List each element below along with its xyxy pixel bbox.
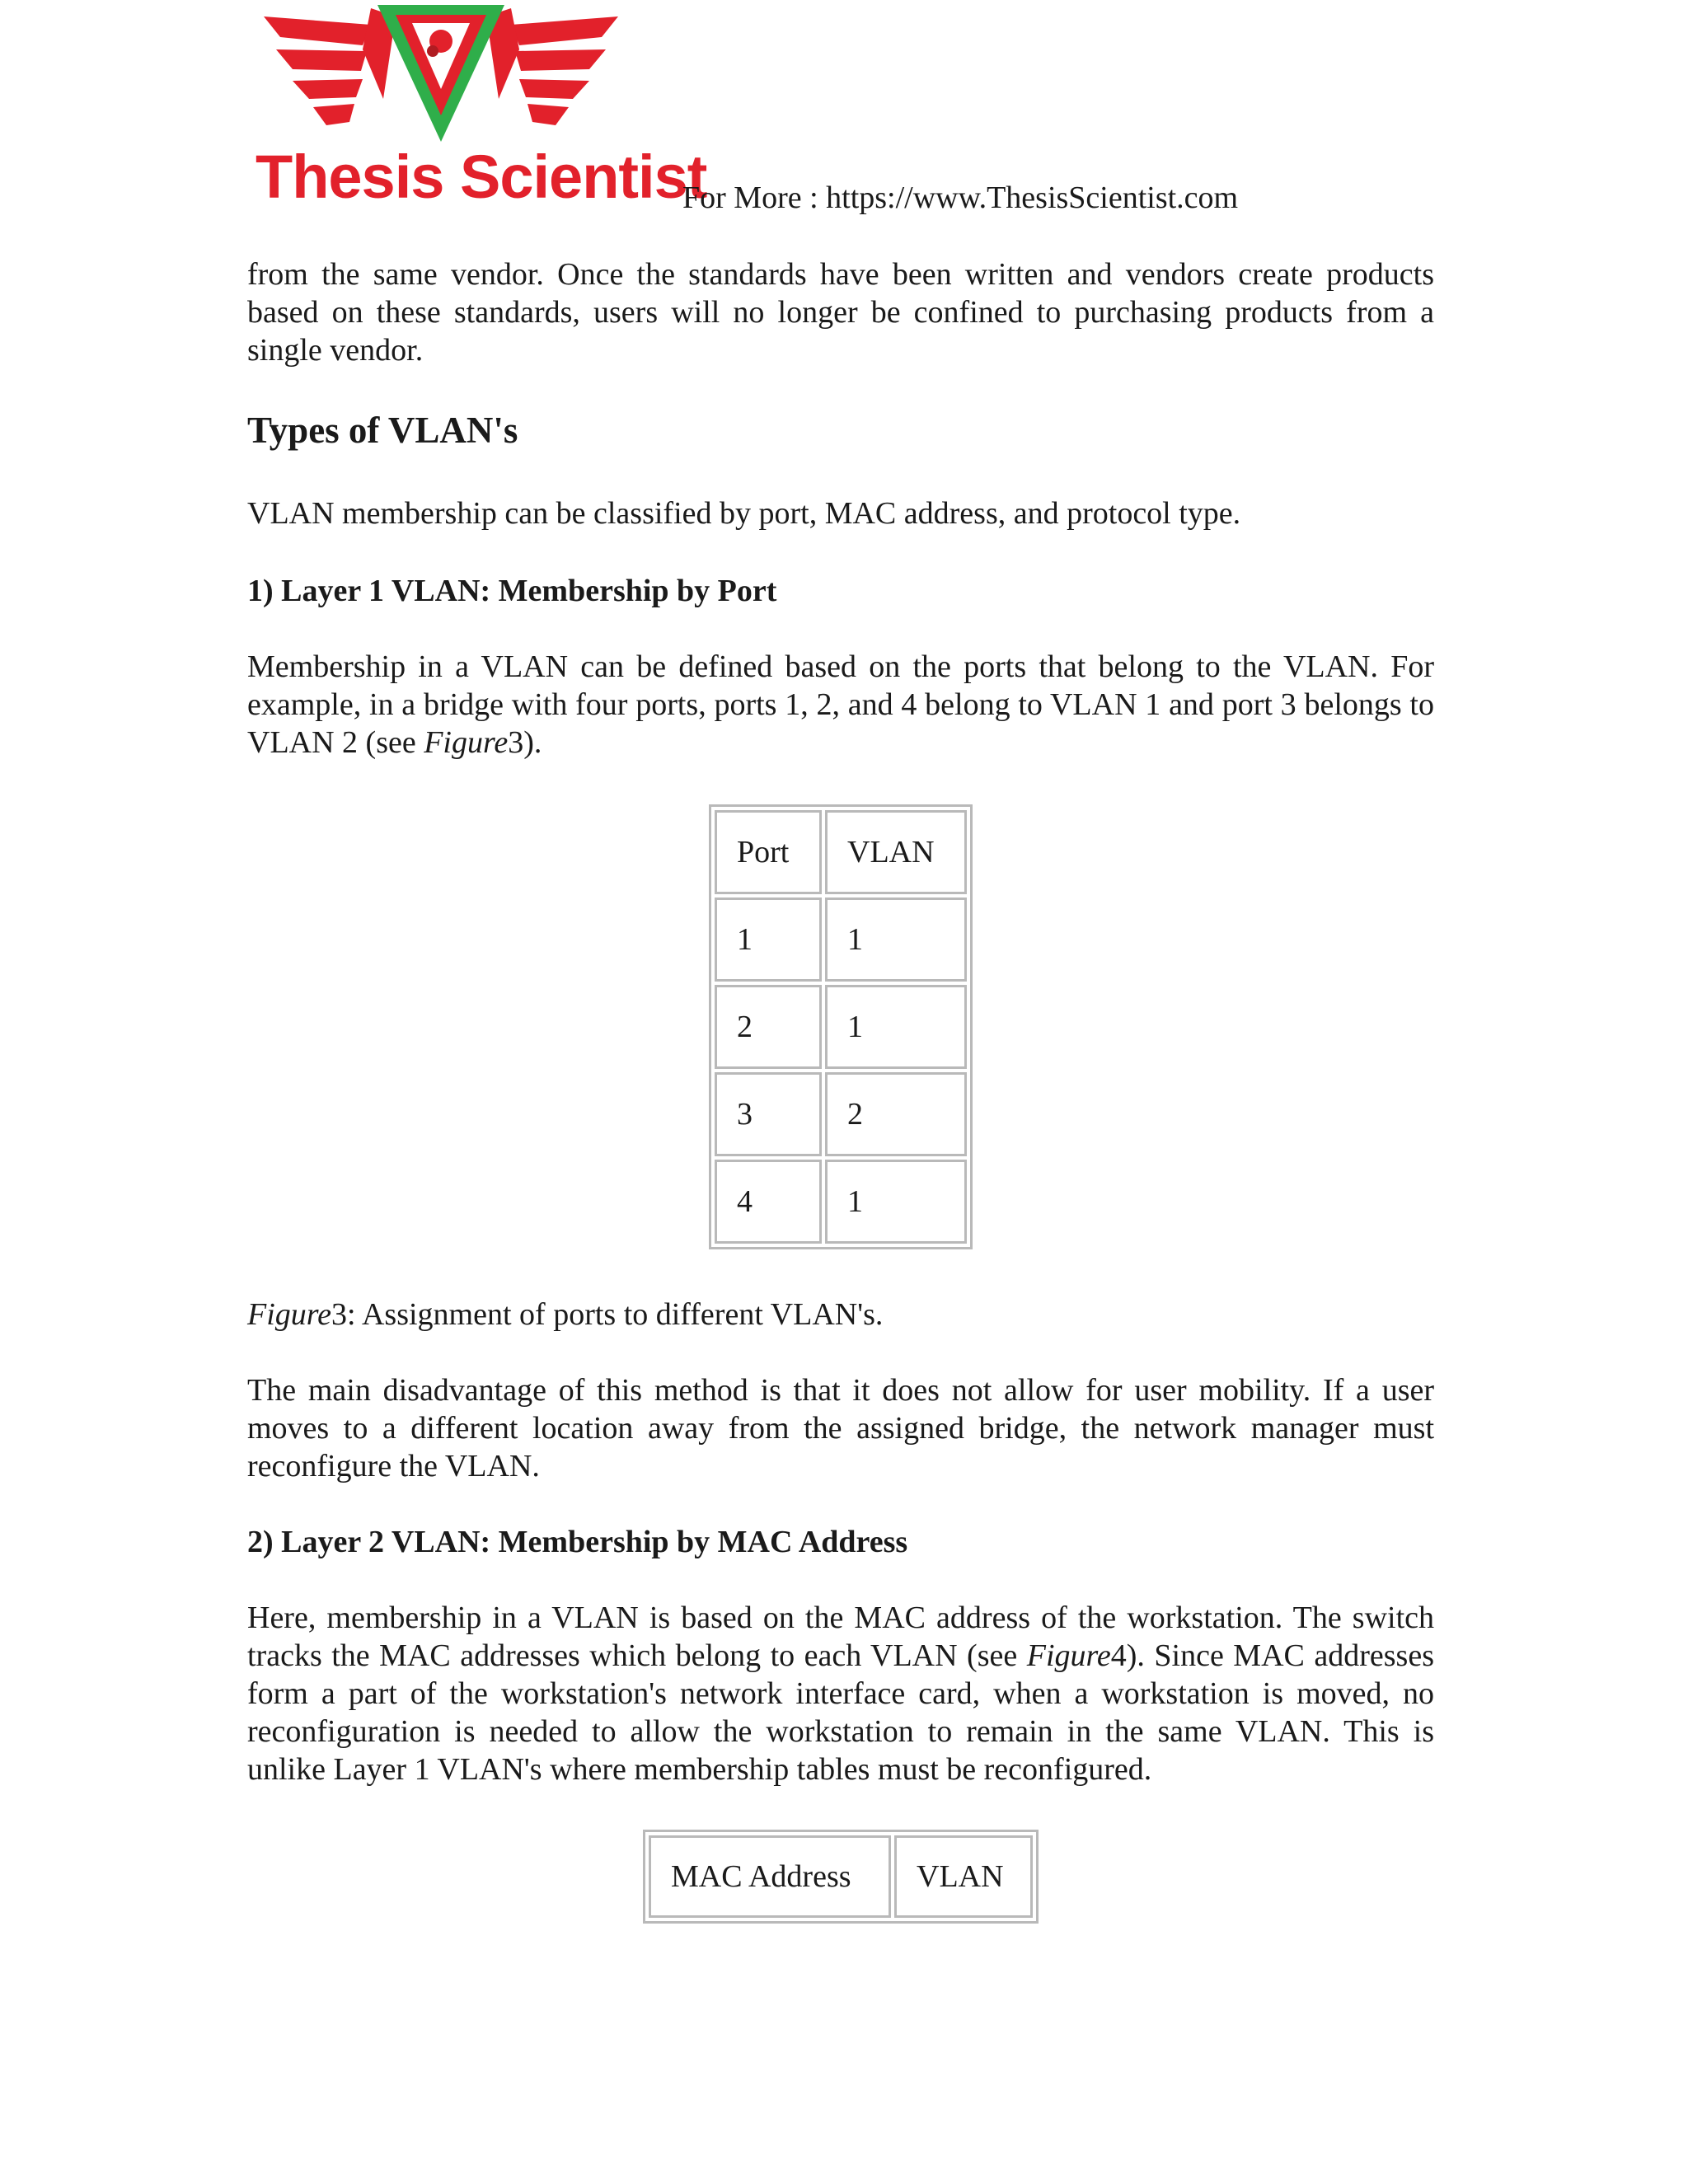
layer1-paragraph (247, 648, 1434, 762)
section-title: Types of VLAN's (247, 410, 518, 451)
intro-paragraph: from the same vendor. Once the standards have been written and vendors create products based on these standards, users will no longer be confined to purchasing products from a single vendor. (247, 257, 1434, 368)
table-cell: 1 (715, 898, 822, 982)
page-header (247, 0, 1451, 231)
layer1-paragraph-end: 3). (508, 725, 542, 760)
table-cell: 2 (715, 985, 822, 1069)
table-cell: 3 (715, 1072, 822, 1156)
layer1-paragraph-text: Membership in a VLAN can be defined based on the ports that belong to the VLAN. For example, in a bridge with four ports, ports 1, 2, and 4 belong to VLAN 1 and port 3 belongs to VLAN 2 (see (247, 649, 1434, 760)
column-header-port: Port (715, 810, 822, 894)
figure-ref: Figure (424, 725, 509, 760)
table-cell: 1 (825, 985, 967, 1069)
figure3-caption (247, 1296, 1434, 1333)
table-row (715, 1072, 967, 1156)
table-cell: 2 (825, 1072, 967, 1156)
layer2-paragraph-end: 4). Since MAC addresses form a part of the workstation's network interface card, when a workstation is moved, no reconfiguration is needed to allow the workstation to remain in the same VLAN. This is unlike Layer 1 VLAN's where membership tables must be reconfigured. (247, 1638, 1434, 1787)
table-header-row (649, 1835, 1033, 1918)
layer1-heading: 1) Layer 1 VLAN: Membership by Port (247, 574, 777, 608)
section-intro: VLAN membership can be classified by port, MAC address, and protocol type. (247, 496, 1241, 531)
caption-text: 3: Assignment of ports to different VLAN's. (331, 1297, 884, 1332)
table-cell: 4 (715, 1160, 822, 1244)
table-row (715, 898, 967, 982)
table-row (715, 1160, 967, 1244)
layer2-paragraph-text: Here, membership in a VLAN is based on the MAC address of the workstation. The switch tracks the MAC addresses which belong to each VLAN (see (247, 1601, 1434, 1673)
column-header-mac-address: MAC Address (649, 1835, 891, 1918)
for-more-link[interactable]: For More : https://www.ThesisScientist.com (682, 180, 1239, 215)
table-row (715, 985, 967, 1069)
table-cell: 1 (825, 1160, 967, 1244)
layer2-paragraph (247, 1599, 1434, 1788)
port-vlan-table (709, 804, 973, 1249)
document-body (247, 255, 1434, 1924)
layer2-heading: 2) Layer 2 VLAN: Membership by MAC Address (247, 1525, 908, 1559)
mac-vlan-table (643, 1830, 1039, 1924)
column-header-vlan: VLAN (894, 1835, 1033, 1918)
table-cell: 1 (825, 898, 967, 982)
table-header-row (715, 810, 967, 894)
figure-ref: Figure (1026, 1638, 1111, 1673)
brand-name: Thesis Scientist (256, 143, 707, 211)
disadvantage-paragraph: The main disadvantage of this method is that it does not allow for user mobility. If a user moves to a different location away from the assigned bridge, the network manager must reconfigure the VLAN. (247, 1373, 1434, 1483)
column-header-vlan: VLAN (825, 810, 967, 894)
caption-figure-ref: Figure (247, 1297, 332, 1332)
